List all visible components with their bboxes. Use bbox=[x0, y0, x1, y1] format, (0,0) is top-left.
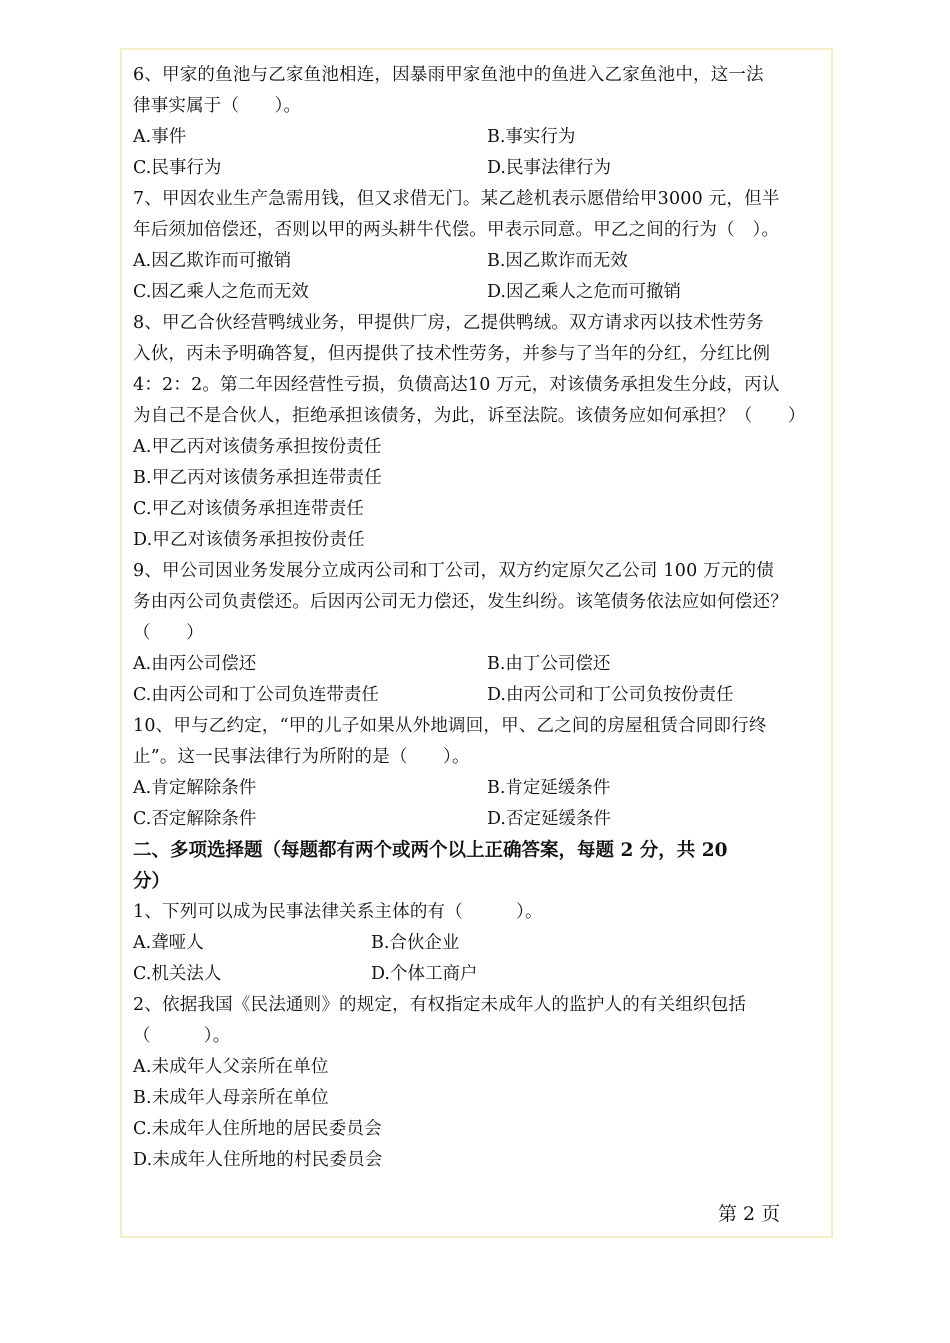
option-d: D.未成年人住所地的村民委员会 bbox=[133, 1150, 383, 1170]
question-8-line-1: 8、甲乙合伙经营鸭绒业务，甲提供厂房，乙提供鸭绒。双方请求丙以技术性劳务 bbox=[133, 313, 764, 333]
option-c: C.因乙乘人之危而无效 bbox=[133, 282, 309, 302]
question-7-options-ab bbox=[133, 246, 828, 277]
question-7-line-2: 年后须加倍偿还，否则以甲的两头耕牛代偿。甲表示同意。甲乙之间的行为（ ）。 bbox=[133, 220, 780, 240]
multi-question-1: 1、下列可以成为民事法律关系主体的有（ ）。 bbox=[133, 902, 543, 922]
option-c: C.未成年人住所地的居民委员会 bbox=[133, 1119, 382, 1139]
option-b: B.肯定延缓条件 bbox=[487, 778, 611, 798]
multi-question-1-options-cd bbox=[133, 959, 828, 990]
option-d: D.民事法律行为 bbox=[487, 158, 611, 178]
question-6-options-cd bbox=[133, 153, 828, 184]
option-d: D.个体工商户 bbox=[371, 964, 478, 984]
section-2-title-line-1: 二、多项选择题（每题都有两个或两个以上正确答案，每题 2 分，共 20 bbox=[133, 840, 728, 861]
option-d: D.甲乙对该债务承担按份责任 bbox=[133, 530, 365, 550]
option-c: C.否定解除条件 bbox=[133, 809, 257, 829]
option-d: D.由丙公司和丁公司负按份责任 bbox=[487, 685, 734, 705]
option-a: A.聋哑人 bbox=[133, 933, 204, 953]
question-9-options-ab bbox=[133, 649, 828, 680]
option-a: A.由丙公司偿还 bbox=[133, 654, 257, 674]
option-a: A.事件 bbox=[133, 127, 187, 147]
question-6-line-2: 律事实属于（ ）。 bbox=[133, 96, 302, 116]
option-a: A.未成年人父亲所在单位 bbox=[133, 1057, 329, 1077]
multi-question-2-line-1: 2、依据我国《民法通则》的规定，有权指定未成年人的监护人的有关组织包括 bbox=[133, 995, 747, 1015]
option-b: B.因乙欺诈而无效 bbox=[487, 251, 628, 271]
question-7-line-1: 7、甲因农业生产急需用钱，但又求借无门。某乙趁机表示愿借给甲3000 元，但半 bbox=[133, 189, 780, 209]
option-c: C.由丙公司和丁公司负连带责任 bbox=[133, 685, 379, 705]
question-6-line-1: 6、甲家的鱼池与乙家鱼池相连，因暴雨甲家鱼池中的鱼进入乙家鱼池中，这一法 bbox=[133, 65, 764, 85]
option-a: A.肯定解除条件 bbox=[133, 778, 257, 798]
option-b: B.合伙企业 bbox=[371, 933, 460, 953]
question-7-options-cd bbox=[133, 277, 828, 308]
question-10-line-2: 止”。这一民事法律行为所附的是（ ）。 bbox=[133, 747, 470, 767]
option-c: C.民事行为 bbox=[133, 158, 222, 178]
question-6-options-ab bbox=[133, 122, 828, 153]
option-d: D.否定延缓条件 bbox=[487, 809, 611, 829]
option-c: C.甲乙对该债务承担连带责任 bbox=[133, 499, 365, 519]
question-9-line-3: （ ） bbox=[133, 623, 204, 643]
option-a: A.因乙欺诈而可撤销 bbox=[133, 251, 292, 271]
option-b: B.由丁公司偿还 bbox=[487, 654, 611, 674]
multi-question-1-options-ab bbox=[133, 928, 828, 959]
document-body bbox=[133, 60, 828, 1176]
section-2-title-line-2: 分） bbox=[133, 871, 171, 892]
question-10-options-cd bbox=[133, 804, 828, 835]
multi-question-2-line-2: （ ）。 bbox=[133, 1026, 231, 1046]
option-c: C.机关法人 bbox=[133, 964, 222, 984]
question-10-options-ab bbox=[133, 773, 828, 804]
question-8-line-2: 入伙，丙未予明确答复，但丙提供了技术性劳务，并参与了当年的分红，分红比例 bbox=[133, 344, 771, 364]
question-10-line-1: 10、甲与乙约定，“甲的儿子如果从外地调回，甲、乙之间的房屋租赁合同即行终 bbox=[133, 716, 767, 736]
option-b: B.甲乙丙对该债务承担连带责任 bbox=[133, 468, 382, 488]
page-number: 第 2 页 bbox=[718, 1203, 781, 1225]
option-d: D.因乙乘人之危而可撤销 bbox=[487, 282, 681, 302]
question-9-line-2: 务由丙公司负责偿还。后因丙公司无力偿还，发生纠纷。该笔债务依法应如何偿还？ bbox=[133, 592, 788, 612]
question-8-line-4: 为自己不是合伙人，拒绝承担该债务，为此，诉至法院。该债务应如何承担？（ ） bbox=[133, 406, 806, 426]
option-b: B.未成年人母亲所在单位 bbox=[133, 1088, 329, 1108]
option-b: B.事实行为 bbox=[487, 127, 576, 147]
question-8-line-3: 4：2：2。第二年因经营性亏损，负债高达10 万元，对该债务承担发生分歧，丙认 bbox=[133, 375, 780, 395]
question-9-options-cd bbox=[133, 680, 828, 711]
question-9-line-1: 9、甲公司因业务发展分立成丙公司和丁公司，双方约定原欠乙公司 100 万元的债 bbox=[133, 561, 774, 581]
option-a: A.甲乙丙对该债务承担按份责任 bbox=[133, 437, 382, 457]
